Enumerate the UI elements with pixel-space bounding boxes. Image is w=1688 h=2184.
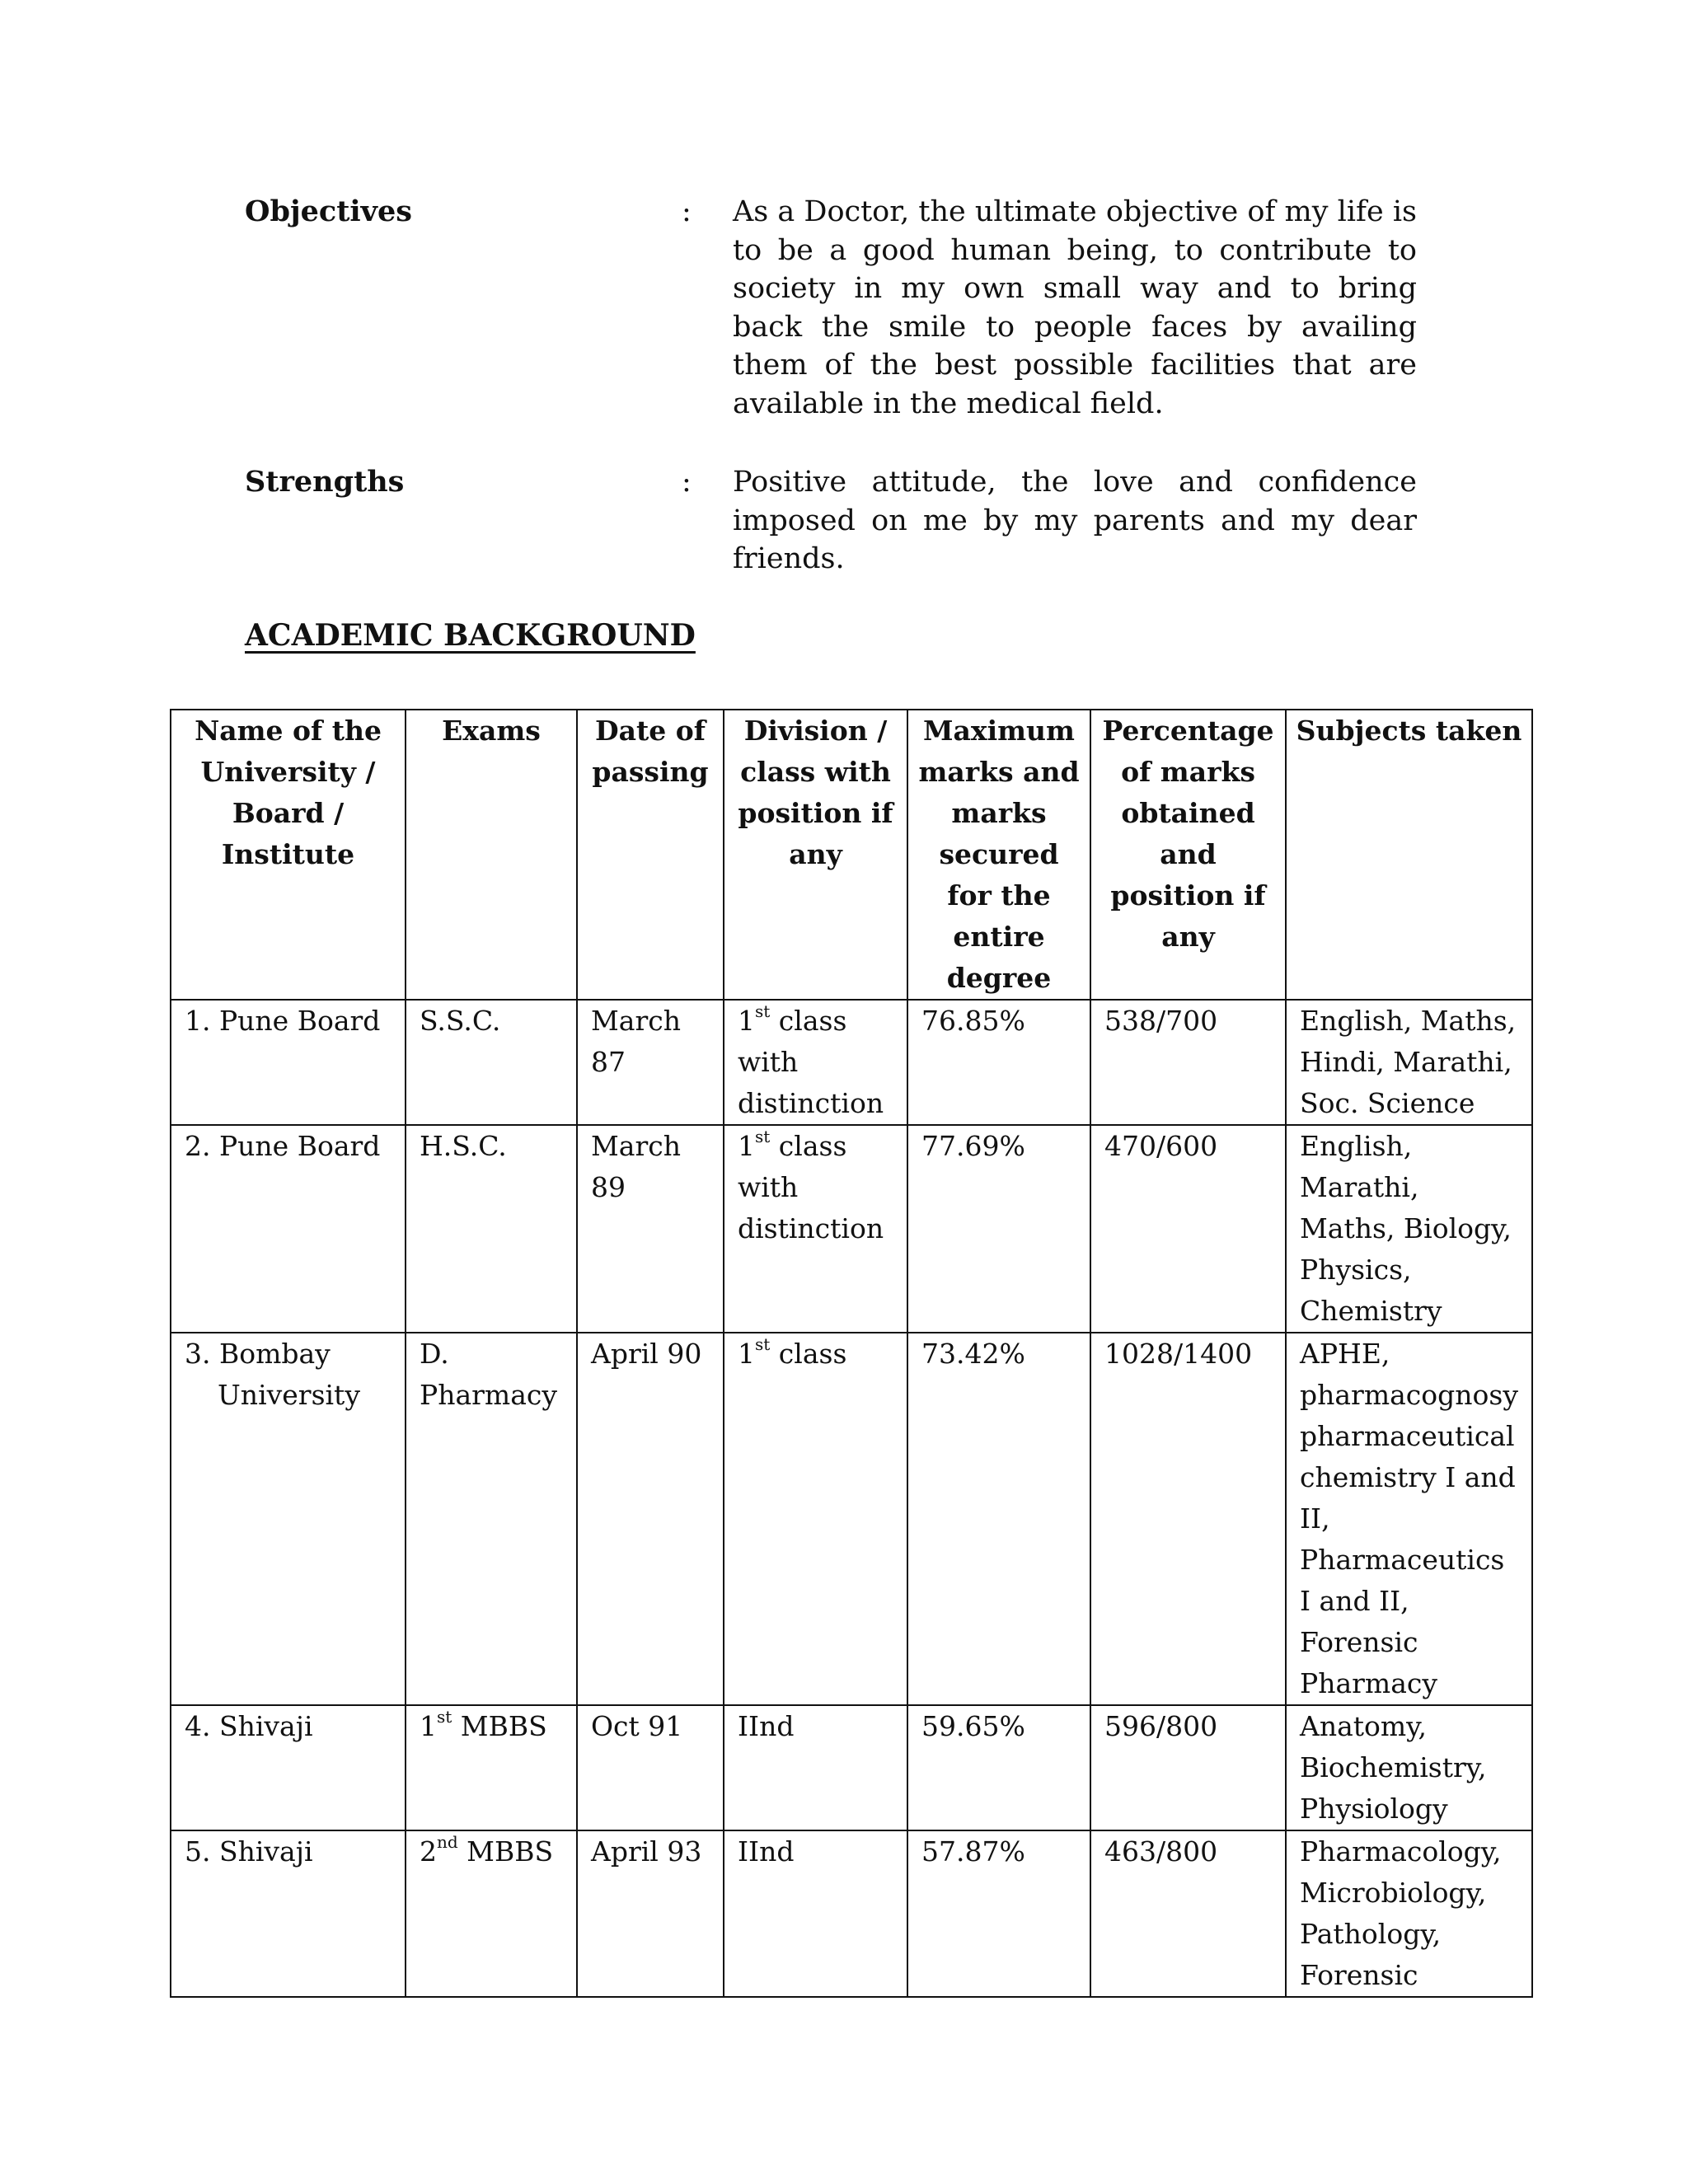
objectives-colon: :	[682, 195, 692, 228]
cell-name: 2. Pune Board	[171, 1125, 406, 1333]
division-sup: st	[755, 1001, 771, 1021]
cell-date: Oct 91	[577, 1705, 724, 1830]
cell-exam	[406, 1705, 577, 1830]
table-row	[171, 1125, 1532, 1333]
cell-percentage: 596/800	[1090, 1705, 1286, 1830]
division-sup: st	[755, 1127, 771, 1146]
division-num: IInd	[738, 1710, 795, 1742]
section-title: ACADEMIC BACKGROUND	[245, 618, 696, 653]
cell-subjects: Anatomy, Biochemistry, Physiology	[1286, 1705, 1532, 1830]
column-header: Date of passing	[577, 710, 724, 1000]
division-rest: class with distinction	[738, 1130, 884, 1244]
cell-percentage: 470/600	[1090, 1125, 1286, 1333]
name-line2: University	[218, 1379, 360, 1411]
column-header: Maximum marks and marks secured for the entire degree	[907, 710, 1090, 1000]
cell-date: March 89	[577, 1125, 724, 1333]
table-row	[171, 1705, 1532, 1830]
division-num: 1	[738, 1338, 755, 1370]
column-header: Name of the University / Board / Institute	[171, 710, 406, 1000]
cell-name: 1. Pune Board	[171, 1000, 406, 1125]
exam-text: D. Pharmacy	[420, 1338, 557, 1411]
division-rest: class	[770, 1338, 847, 1370]
strengths-text: Positive attitude, the love and confidence imposed on me by my parents and my dear friends.	[733, 466, 1417, 575]
exam-text: H.S.C.	[420, 1130, 507, 1162]
division-num: 1	[738, 1130, 755, 1162]
table-header-row	[171, 710, 1532, 1000]
table-row	[171, 1000, 1532, 1125]
cell-exam	[406, 1830, 577, 1997]
cell-exam	[406, 1125, 577, 1333]
cell-subjects: English, Maths, Hindi, Marathi, Soc. Science	[1286, 1000, 1532, 1125]
cell-maximum: 57.87%	[907, 1830, 1090, 1997]
strengths-colon: :	[682, 466, 692, 499]
cell-maximum: 73.42%	[907, 1333, 1090, 1705]
cell-percentage: 463/800	[1090, 1830, 1286, 1997]
exam-sup: nd	[437, 1832, 458, 1852]
cell-division	[724, 1705, 907, 1830]
column-header: Division / class with position if any	[724, 710, 907, 1000]
objectives-label: Objectives	[245, 194, 412, 228]
division-num: IInd	[738, 1835, 795, 1868]
cell-name	[171, 1333, 406, 1705]
cell-name: 5. Shivaji	[171, 1830, 406, 1997]
cell-percentage: 538/700	[1090, 1000, 1286, 1125]
exam-num: 1	[420, 1710, 437, 1742]
cell-division	[724, 1125, 907, 1333]
cell-subjects: Pharmacology, Microbiology, Pathology, Forensic	[1286, 1830, 1532, 1997]
cell-date: April 90	[577, 1333, 724, 1705]
table-row	[171, 1830, 1532, 1997]
strengths-label: Strengths	[245, 465, 405, 499]
table-row	[171, 1333, 1532, 1705]
cell-division	[724, 1000, 907, 1125]
cell-subjects: APHE, pharmacognosy pharmaceutical chemistry I and II, Pharmaceutics I and II, Forensic Pharmacy	[1286, 1333, 1532, 1705]
exam-suffix: MBBS	[452, 1710, 547, 1742]
cell-name: 4. Shivaji	[171, 1705, 406, 1830]
column-header: Percentage of marks obtained and position if any	[1090, 710, 1286, 1000]
cell-date: April 93	[577, 1830, 724, 1997]
column-header: Subjects taken	[1286, 710, 1532, 1000]
cell-subjects: English, Marathi, Maths, Biology, Physics, Chemistry	[1286, 1125, 1532, 1333]
objectives-field	[245, 193, 1423, 423]
cell-exam	[406, 1333, 577, 1705]
exam-sup: st	[437, 1707, 452, 1727]
cell-maximum: 77.69%	[907, 1125, 1090, 1333]
cell-division	[724, 1333, 907, 1705]
exam-num: 2	[420, 1835, 437, 1868]
cell-maximum: 59.65%	[907, 1705, 1090, 1830]
exam-suffix: MBBS	[457, 1835, 554, 1868]
division-rest: class with distinction	[738, 1005, 884, 1119]
exam-text: S.S.C.	[420, 1005, 501, 1037]
strengths-field	[245, 463, 1423, 579]
cell-maximum: 76.85%	[907, 1000, 1090, 1125]
division-sup: st	[755, 1334, 771, 1354]
objectives-text: As a Doctor, the ultimate objective of my life is to be a good human being, to contribute to society in my own small way and to bring back the smile to people faces by availing them of the best possible facilities that are available in the medical field.	[733, 195, 1417, 420]
academic-table	[170, 709, 1533, 1998]
cell-division	[724, 1830, 907, 1997]
cell-exam	[406, 1000, 577, 1125]
division-num: 1	[738, 1005, 755, 1037]
name-line1: 3. Bombay	[185, 1338, 331, 1370]
cell-date: March 87	[577, 1000, 724, 1125]
cell-percentage: 1028/1400	[1090, 1333, 1286, 1705]
column-header: Exams	[406, 710, 577, 1000]
